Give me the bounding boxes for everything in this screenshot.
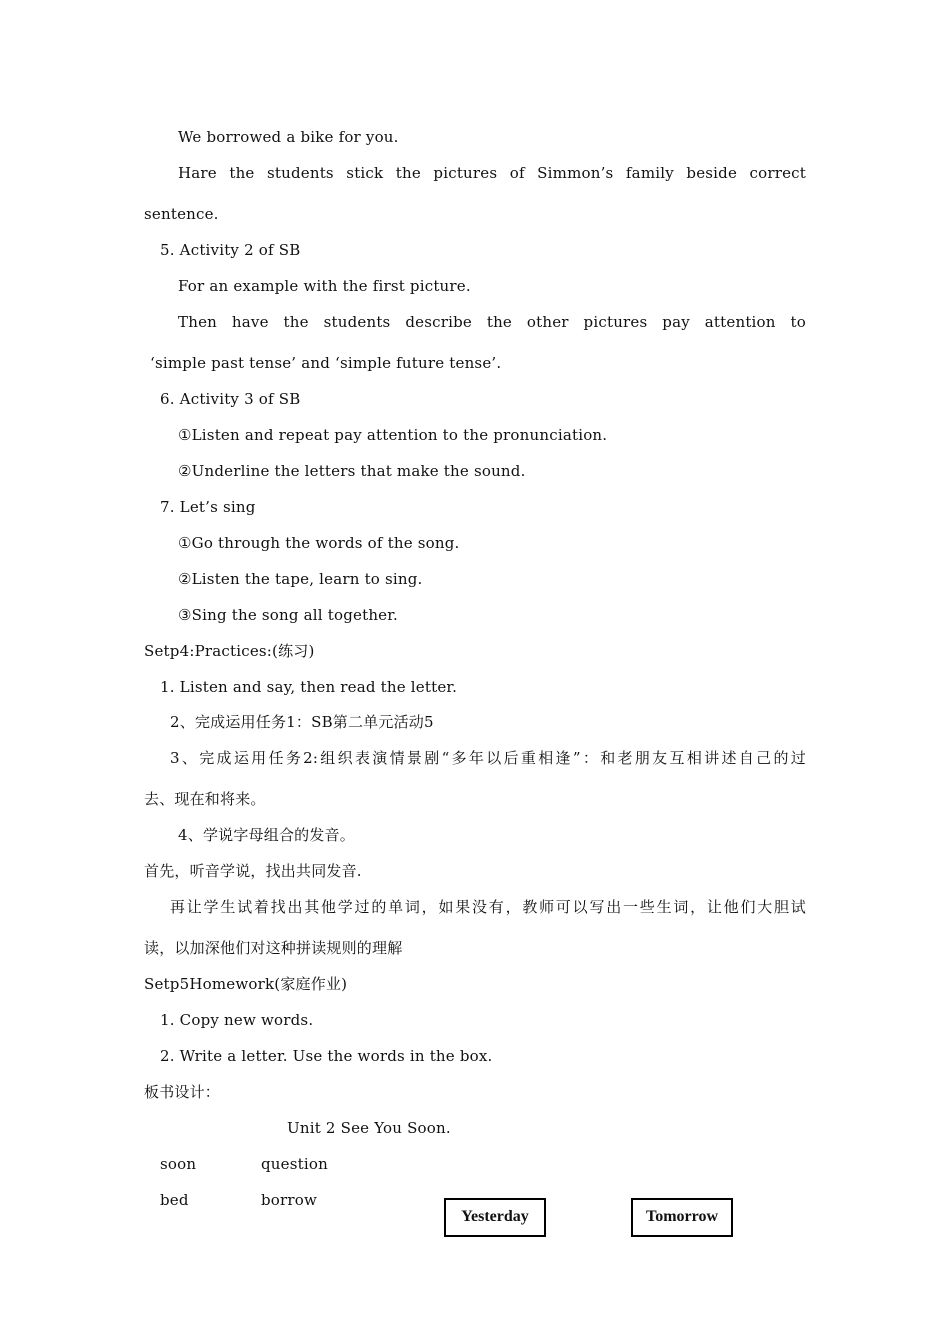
board-design-heading: 板书设计： <box>144 1083 221 1101</box>
text-line: 3、完成运用任务2:组织表演情景剧“多年以后重相逢”：和老朋友互相讲述自己的过 <box>170 749 806 767</box>
tomorrow-box: Tomorrow <box>631 1198 733 1237</box>
text-line: 6. Activity 3 of SB <box>160 390 301 408</box>
text-line: 1. Copy new words. <box>160 1011 314 1029</box>
text-line: We borrowed a bike for you. <box>178 128 399 146</box>
text-line: ②Listen the tape, learn to sing. <box>178 570 423 588</box>
board-title: Unit 2 See You Soon. <box>287 1119 451 1137</box>
text-line: ‘simple past tense’ and ‘simple future tense’. <box>150 354 502 372</box>
text-line: 再让学生试着找出其他学过的单词，如果没有，教师可以写出一些生词，让他们大胆试 <box>170 898 806 916</box>
text-line: sentence. <box>144 205 219 223</box>
text-line: 7. Let’s sing <box>160 498 256 516</box>
text-line: ①Listen and repeat pay attention to the pronunciation. <box>178 426 608 444</box>
text-line: 2. Write a letter. Use the words in the box. <box>160 1047 493 1065</box>
text-line: Then have the students describe the other pictures pay attention to <box>178 313 806 331</box>
yesterday-box: Yesterday <box>444 1198 546 1237</box>
text-line: Hare the students stick the pictures of Simmon’s family beside correct <box>178 164 806 182</box>
text-line: 去、现在和将来。 <box>144 790 266 808</box>
text-line: ③Sing the song all together. <box>178 606 398 624</box>
text-line: 读，以加深他们对这种拼读规则的理解 <box>144 939 403 957</box>
text-line: ②Underline the letters that make the sound. <box>178 462 526 480</box>
board-word: soon <box>160 1155 197 1173</box>
text-line: 5. Activity 2 of SB <box>160 241 301 259</box>
text-line: 首先，听音学说，找出共同发音. <box>144 862 362 880</box>
text-line: For an example with the first picture. <box>178 277 471 295</box>
text-line: 2、完成运用任务1：SB第二单元活动5 <box>170 713 434 731</box>
board-word: bed <box>160 1191 189 1209</box>
text-line: 1. Listen and say, then read the letter. <box>160 678 458 696</box>
board-word: question <box>261 1155 328 1173</box>
section-heading: Setp5Homework(家庭作业) <box>144 975 348 993</box>
board-word: borrow <box>261 1191 318 1209</box>
text-line: 4、学说字母组合的发音。 <box>178 826 355 844</box>
section-heading: Setp4:Practices:(练习) <box>144 642 315 660</box>
text-line: ①Go through the words of the song. <box>178 534 460 552</box>
